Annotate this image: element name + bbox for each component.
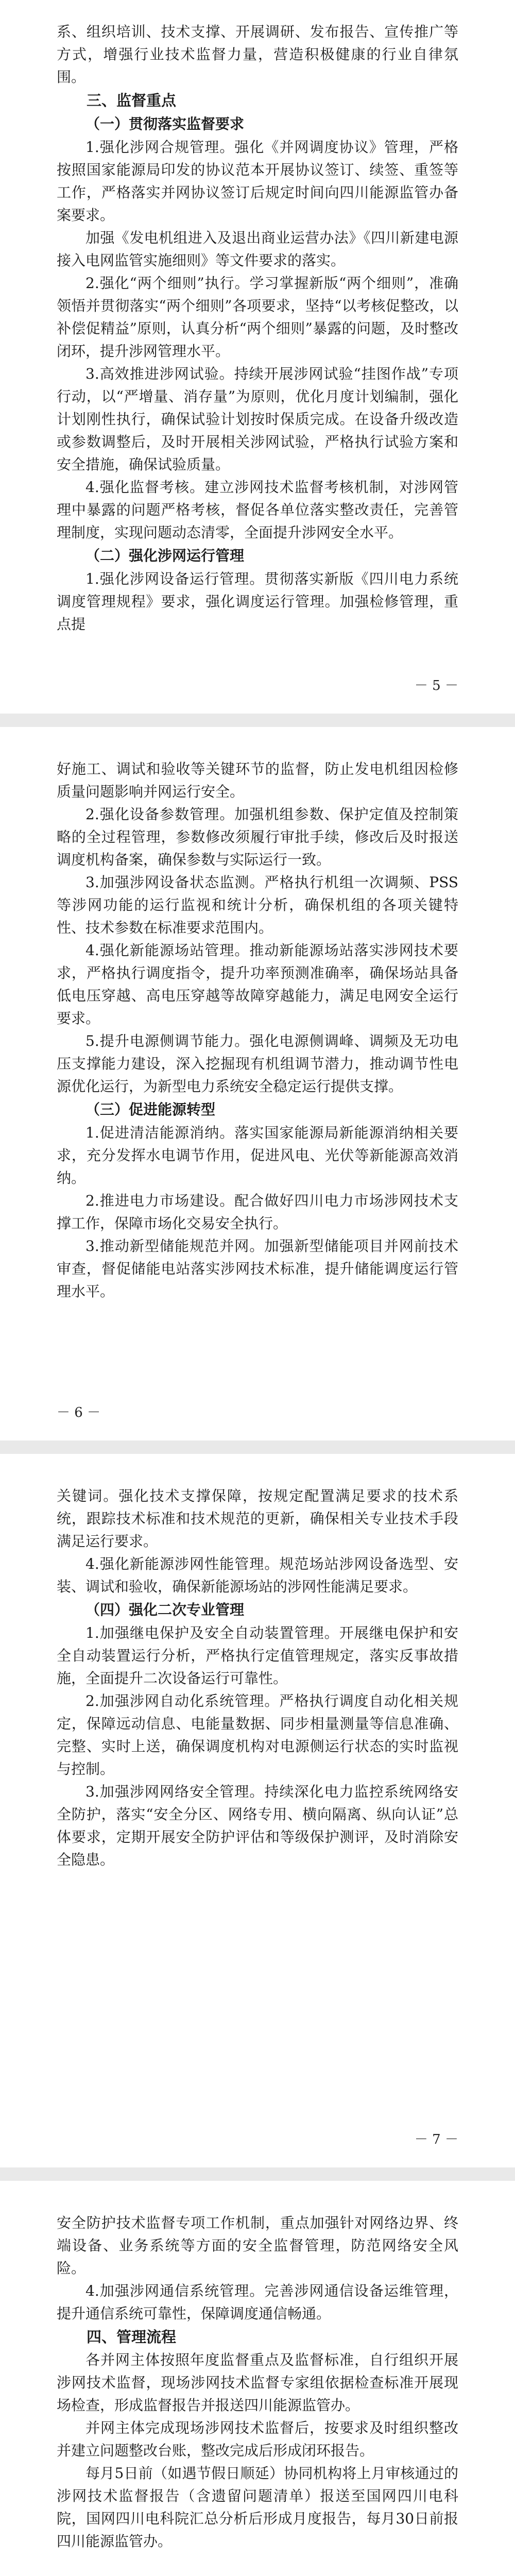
paragraph: 2.加强涉网自动化系统管理。严格执行调度自动化相关规定，保障远动信息、电能量数据、同步相量测量等信息准确、完整、实时上送，确保调度机构对电源侧运行状态的实时监视与控制。 — [57, 1692, 458, 1777]
paragraph: 1.强化涉网合规管理。强化《并网调度协议》管理，严格按照国家能源局印发的协议范本开展协议签订、续签、重签等工作，严格落实并网协议签订后规定时间向四川能源监管办备案要求。 — [57, 139, 458, 224]
paragraph: 1.促进清洁能源消纳。落实国家能源局新能源消纳相关要求，充分发挥水电调节作用，促进风电、光伏等新能源高效消纳。 — [57, 1124, 458, 1187]
page-separator — [0, 1440, 515, 1454]
document-page-4 — [0, 2181, 515, 2576]
paragraph: 加强《发电机组进入及退出商业运营办法》《四川新建电源接入电网监管实施细则》等文件要求的落实。 — [57, 229, 458, 269]
page-number: － 6 － — [57, 1405, 101, 1420]
paragraph: 1.加强继电保护及安全自动装置管理。开展继电保护和安全自动装置运行分析，严格执行定值管理规定，落实反事故措施，全面提升二次设备运行可靠性。 — [57, 1624, 458, 1687]
page-separator — [0, 714, 515, 727]
paragraph: 3.高效推进涉网试验。持续开展涉网试验“挂图作战”专项行动，以“严增量、消存量”为原则，优化月度计划编制，强化计划刚性执行，确保试验计划按时保质完成。在设备升级改造或参数调整后，及时开展相关涉网试验，严格执行试验方案和安全措施，确保试验质量。 — [57, 365, 458, 473]
page-1-content — [57, 21, 458, 636]
paragraph: 好施工、调试和验收等关键环节的监督，防止发电机组因检修质量问题影响并网运行安全。 — [57, 760, 458, 800]
paragraph: 系、组织培训、技术支撑、开展调研、发布报告、宣传推广等方式，增强行业技术监督力量，营造积极健康的行业自律氛围。 — [57, 23, 458, 86]
paragraph: 3.推动新型储能规范并网。加强新型储能项目并网前技术审查，督促储能电站落实涉网技术标准，提升储能调度运行管理水平。 — [57, 1238, 458, 1300]
paragraph: 3.加强涉网网络安全管理。持续深化电力监控系统网络安全防护，落实“安全分区、网络专用、横向隔离、纵向认证”总体要求，定期开展安全防护评估和等级保护测评，及时消除安全隐患。 — [57, 1783, 458, 1868]
paragraph: 2.强化设备参数管理。加强机组参数、保护定值及控制策略的全过程管理，参数修改须履行审批手续，修改后及时报送调度机构备案，确保参数与实际运行一致。 — [57, 806, 458, 868]
document-page-3 — [0, 1454, 515, 2167]
page-4-content — [57, 2212, 458, 2553]
paragraph: 4.强化新能源涉网性能管理。规范场站涉网设备选型、安装、调试和验收，确保新能源场站的涉网性能满足要求。 — [57, 1555, 458, 1595]
subsection-heading: （四）强化二次专业管理 — [85, 1601, 245, 1618]
paragraph: 1.强化涉网设备运行管理。贯彻落实新版《四川电力系统调度管理规程》要求，强化调度运行管理。加强检修管理，重点提 — [57, 570, 458, 633]
paragraph: 5.提升电源侧调节能力。强化电源侧调峰、调频及无功电压支撑能力建设，深入挖掘现有机组调节潜力，推动调节性电源优化运行，为新型电力系统安全稳定运行提供支撑。 — [57, 1032, 458, 1095]
document-page-1 — [0, 0, 515, 714]
page-number: － 7 － — [414, 2132, 458, 2147]
page-number: － 5 － — [414, 678, 458, 693]
paragraph: 安全防护技术监督专项工作机制，重点加强针对网络边界、终端设备、业务系统等方面的安全监督管理，防范网络安全风险。 — [57, 2214, 458, 2277]
paragraph: 并网主体完成现场涉网技术监督后，按要求及时组织整改并建立问题整改台账，整改完成后形成闭环报告。 — [57, 2419, 458, 2459]
page-2-content — [57, 758, 458, 1303]
subsection-heading: （一）贯彻落实监督要求 — [85, 115, 245, 132]
document-page-2 — [0, 727, 515, 1440]
paragraph: 2.推进电力市场建设。配合做好四川电力市场涉网技术支撑工作，保障市场化交易安全执行。 — [57, 1192, 458, 1232]
page-3-content — [57, 1485, 458, 1871]
section-heading: 三、监督重点 — [87, 92, 177, 109]
paragraph: 关键词。强化技术支撑保障，按规定配置满足要求的技术系统，跟踪技术标准和技术规范的更新，确保相关专业技术手段满足运行要求。 — [57, 1487, 458, 1550]
paragraph: 2.强化“两个细则”执行。学习掌握新版“两个细则”，准确领悟并贯彻落实“两个细则”各项要求，坚持“以考核促整改，以补偿促精益”原则，认真分析“两个细则”暴露的问题，及时整改闭环，提升涉网管理水平。 — [57, 275, 458, 360]
subsection-heading: （二）强化涉网运行管理 — [85, 547, 245, 564]
section-heading: 四、管理流程 — [87, 2328, 177, 2346]
page-separator — [0, 2167, 515, 2181]
paragraph: 3.加强涉网设备状态监测。严格执行机组一次调频、PSS等涉网功能的运行监视和统计分析，确保机组的各项关键特性、技术参数在标准要求范围内。 — [57, 874, 458, 936]
paragraph: 4.强化新能源场站管理。推动新能源场站落实涉网技术要求，严格执行调度指令，提升功率预测准确率，确保场站具备低电压穿越、高电压穿越等故障穿越能力，满足电网安全运行要求。 — [57, 942, 458, 1027]
subsection-heading: （三）促进能源转型 — [85, 1101, 216, 1118]
paragraph: 各并网主体按照年度监督重点及监督标准，自行组织开展涉网技术监督，现场涉网技术监督专家组依据检查标准开展现场检查，形成监督报告并报送四川能源监管办。 — [57, 2351, 458, 2414]
paragraph: 4.加强涉网通信系统管理。完善涉网通信设备运维管理，提升通信系统可靠性，保障调度通信畅通。 — [57, 2282, 458, 2322]
paragraph: 每月5日前（如遇节假日顺延）协同机构将上月审核通过的涉网技术监督报告（含遗留问题清单）报送至国网四川电科院，国网四川电科院汇总分析后形成月度报告，每月30日前报四川能源监管办。 — [57, 2465, 458, 2550]
paragraph: 4.强化监督考核。建立涉网技术监督考核机制，对涉网管理中暴露的问题严格考核，督促各单位落实整改责任，完善管理制度，实现问题动态清零，全面提升涉网安全水平。 — [57, 479, 458, 541]
